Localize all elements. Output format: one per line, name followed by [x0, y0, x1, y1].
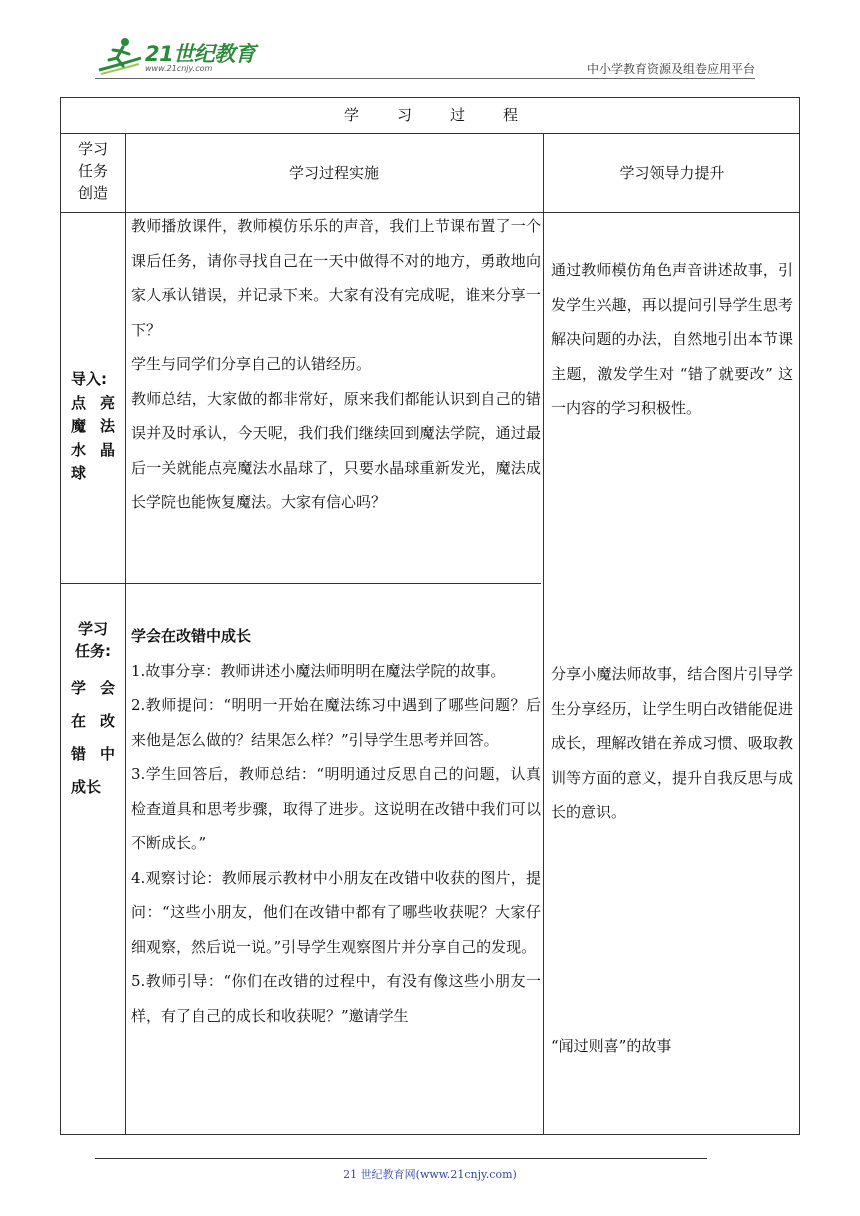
header-task-line: 创造	[77, 184, 108, 202]
process-paragraph: 2.教师提问：“明明一开始在魔法练习中遇到了哪些问题？后来他是怎么做的？结果怎么样？”引导学生思考并回答。	[131, 696, 541, 749]
col-divider	[543, 133, 544, 1134]
label-line: 魔 法	[71, 417, 115, 435]
process-paragraph: 1.故事分享：教师讲述小魔法师明明在魔法学院的故事。	[131, 661, 506, 680]
header-process: 学习过程实施	[288, 164, 379, 182]
platform-name: 中小学教育资源及组卷应用平台	[586, 62, 755, 76]
row-divider	[61, 583, 541, 584]
label-line: 错 中	[71, 745, 115, 763]
title-char: 学	[343, 106, 359, 124]
header-leadership: 学习领导力提升	[619, 164, 725, 182]
header-task-line: 任务	[77, 162, 108, 180]
label-line: 点 亮	[71, 393, 115, 412]
process-paragraph: 教师播放课件，教师模仿乐乐的声音，我们上节课布置了一个课后任务，请你寻找自己在一天中做得不对的地方，勇敢地向家人承认错误，并记录下来。大家有没有完成呢，谁来分享一下？	[131, 217, 541, 339]
title-char: 过	[450, 106, 466, 124]
row2-leadership	[551, 657, 793, 830]
process-paragraph: 教师总结，大家做的都非常好，原来我们都能认识到自己的错误并及时承认，今天呢，我们我们继续回到魔法学院，通过最后一关就能点亮魔法水晶球了，只要水晶球重新发光，魔法成长学院也能恢复魔法。大家有信心吗？	[131, 389, 541, 511]
leadership-text: 分享小魔法师故事，结合图片引导学生分享经历，让学生明白改错能促进成长，理解改错在养成习惯、吸取教训等方面的意义，提升自我反思与成长的意识。	[551, 665, 793, 821]
title-char: 习	[396, 106, 412, 124]
label-line: 水 晶	[71, 440, 115, 459]
header-task	[71, 138, 115, 204]
row1-process	[131, 209, 541, 520]
row2-label	[71, 618, 115, 804]
process-paragraph: 学生与同学们分享自己的认错经历。	[131, 355, 372, 373]
label-line: 球	[71, 464, 87, 482]
row2-process	[131, 619, 541, 1033]
title-char: 程	[503, 106, 519, 124]
logo	[95, 36, 265, 76]
label-line: 成长	[71, 778, 102, 796]
row2-leadership-note	[551, 1029, 793, 1064]
label-line: 任务:	[75, 642, 111, 660]
process-paragraph: 3.学生回答后，教师总结：“明明通过反思自己的问题，认真检查道具和思考步骤，取得了进步。这说明在改错中我们可以不断成长。”	[131, 765, 541, 852]
leadership-note: “闻过则喜”的故事	[551, 1037, 672, 1055]
footer-divider	[95, 1158, 707, 1159]
row1-label	[71, 368, 115, 486]
page-header	[95, 28, 755, 78]
row1-leadership	[551, 253, 793, 426]
label-line: 导入:	[71, 370, 107, 388]
logo-text: 21世纪教育	[145, 42, 256, 66]
label-line: 在 改	[71, 712, 115, 730]
logo-url: www.21cnjy.com	[145, 64, 213, 73]
header-divider	[95, 78, 755, 79]
label-line: 学 会	[71, 679, 115, 697]
table-title	[61, 98, 801, 133]
page-footer: 21 世纪教育网(www.21cnjy.com)	[343, 1168, 517, 1181]
label-line: 学习	[77, 620, 108, 638]
col-divider	[125, 133, 126, 1134]
process-paragraph: 5.教师引导：“你们在改错的过程中，有没有像这些小朋友一样，有了自己的成长和收获呢？”邀请学生	[131, 972, 541, 1025]
process-title: 学会在改错中成长	[131, 627, 252, 645]
lesson-table	[60, 97, 800, 1135]
header-task-line: 学习	[77, 140, 108, 158]
process-paragraph: 4.观察讨论：教师展示教材中小朋友在改错中收获的图片，提问：“这些小朋友，他们在改错中都有了哪些收获呢？大家仔细观察，然后说一说。”引导学生观察图片并分享自己的发现。	[131, 868, 541, 956]
leadership-text: 通过教师模仿角色声音讲述故事，引发学生兴趣，再以提问引导学生思考解决问题的办法，自然地引出本节课主题，激发学生对 “错了就要改” 这一内容的学习积极性。	[551, 261, 793, 417]
runner-logo-icon	[95, 36, 145, 76]
